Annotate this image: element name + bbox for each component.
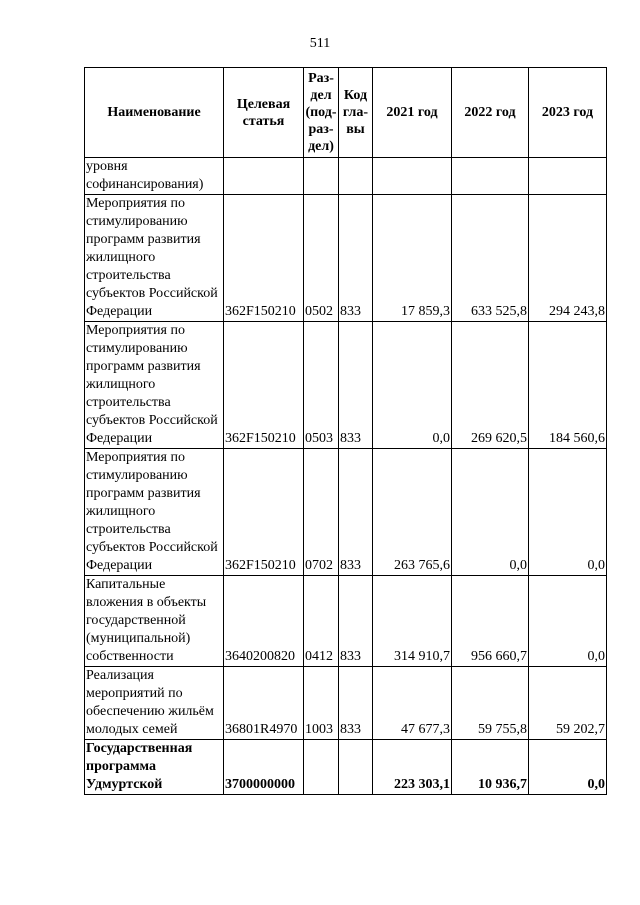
header-razdel-line: дел [310,88,332,103]
row-kod: 833 [339,576,373,667]
row-2021: 263 765,6 [373,449,452,576]
row-kod: 833 [339,195,373,322]
header-target-line: Целевая [236,96,291,112]
row-2023: 184 560,6 [529,322,607,449]
header-razdel-line: Раз- [308,71,334,86]
row-2022: 59 755,8 [452,667,529,740]
row-kod: 833 [339,449,373,576]
row-razdel [304,740,339,795]
row-2022: 956 660,7 [452,576,529,667]
header-2023: 2023 год [529,68,607,158]
row-kod: 833 [339,322,373,449]
row-2022: 0,0 [452,449,529,576]
header-2021: 2021 год [373,68,452,158]
row-2022: 269 620,5 [452,322,529,449]
header-kod-line: гла- [342,105,369,120]
row-kod [339,740,373,795]
header-chapter-code [339,68,373,158]
header-2022: 2022 год [452,68,529,158]
row-2021: 314 910,7 [373,576,452,667]
row-target [224,158,304,195]
header-kod-line: Код [343,88,368,103]
header-name: Наименование [85,68,224,158]
row-name: Государственная программа Удмуртской [85,740,224,795]
row-2021: 0,0 [373,322,452,449]
row-razdel: 0502 [304,195,339,322]
row-2021: 17 859,3 [373,195,452,322]
table-row [85,322,607,449]
row-2022: 10 936,7 [452,740,529,795]
row-kod: 833 [339,667,373,740]
page-number: 511 [309,36,331,51]
header-razdel-line: раз- [308,122,334,137]
row-razdel [304,158,339,195]
row-target: 3700000000 [224,740,304,795]
row-name: Мероприятия по стимулированию программ развития жилищного строительства субъектов Российской Федерации [85,195,224,322]
row-name: Капитальные вложения в объекты государственной (муниципальной) собственности [85,576,224,667]
row-2023: 294 243,8 [529,195,607,322]
row-name: Реализация мероприятий по обеспечению жильём молодых семей [85,667,224,740]
budget-table [84,67,607,795]
row-2021 [373,158,452,195]
row-2023: 0,0 [529,740,607,795]
table-row [85,667,607,740]
row-2021: 223 303,1 [373,740,452,795]
row-2022 [452,158,529,195]
row-target: 362F150210 [224,195,304,322]
row-2023: 0,0 [529,576,607,667]
row-razdel: 0503 [304,322,339,449]
row-razdel: 0702 [304,449,339,576]
header-target-line: статья [242,113,285,129]
row-razdel: 0412 [304,576,339,667]
row-target: 3640200820 [224,576,304,667]
table-row [85,576,607,667]
row-name: Мероприятия по стимулированию программ развития жилищного строительства субъектов Российской Федерации [85,322,224,449]
row-2023: 59 202,7 [529,667,607,740]
row-2023 [529,158,607,195]
table-header-row [85,68,607,158]
row-target: 362F150210 [224,449,304,576]
row-target: 36801R4970 [224,667,304,740]
row-2021: 47 677,3 [373,667,452,740]
row-2023: 0,0 [529,449,607,576]
header-razdel-line: (под- [305,105,337,120]
table-row [85,158,607,195]
row-kod [339,158,373,195]
header-kod-line: вы [346,122,365,137]
table-row [85,195,607,322]
table-row [85,449,607,576]
row-name: уровня софинансирования) [85,158,224,195]
header-target-article [224,68,304,158]
header-razdel-line: дел) [308,139,334,154]
row-2022: 633 525,8 [452,195,529,322]
row-razdel: 1003 [304,667,339,740]
header-razdel [304,68,339,158]
row-name: Мероприятия по стимулированию программ развития жилищного строительства субъектов Российской Федерации [85,449,224,576]
row-target: 362F150210 [224,322,304,449]
table-row-program-total [85,740,607,795]
